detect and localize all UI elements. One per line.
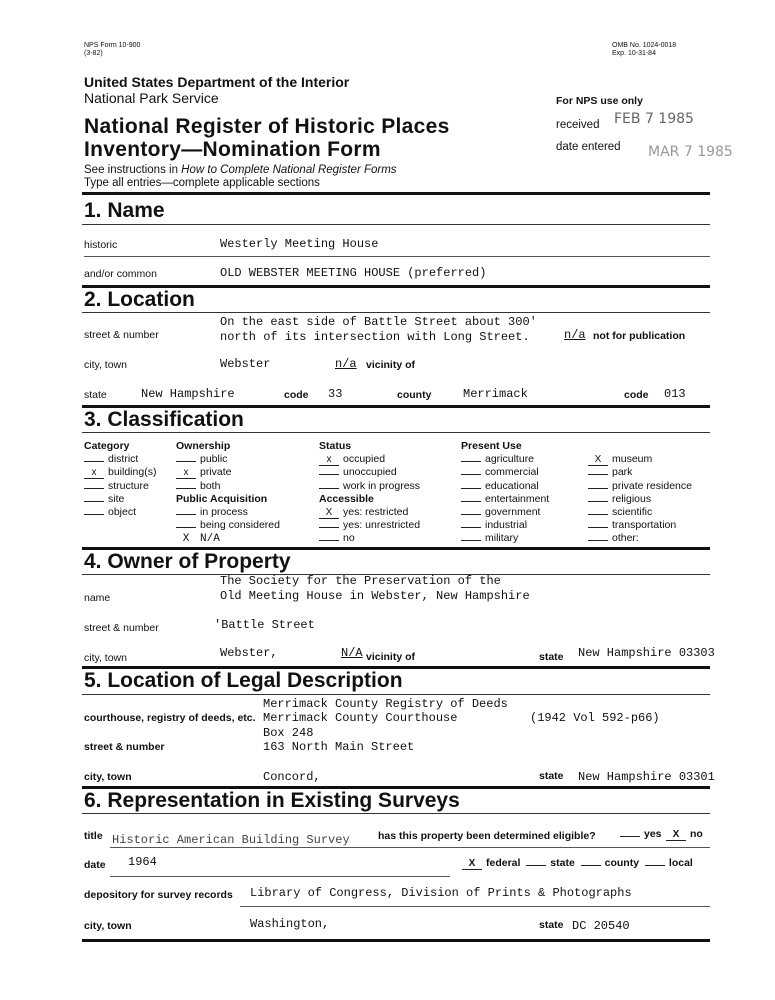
yes-checkbox[interactable]	[620, 836, 640, 837]
owner-name-line1: The Society for the Preservation of the	[220, 574, 501, 588]
survey-title-label: title	[84, 830, 103, 842]
classification-option[interactable]	[588, 467, 632, 478]
classification-option[interactable]	[319, 467, 397, 478]
checkbox-mark[interactable]	[176, 461, 196, 462]
deed-reference: (1942 Vol 592-p66)	[530, 711, 660, 725]
state-level-label: state	[550, 857, 575, 869]
street-line2: north of its intersection with Long Street.	[220, 330, 530, 344]
depository-label: depository for survey records	[84, 889, 233, 901]
option-label: unoccupied	[343, 466, 397, 479]
instructions-title: How to Complete National Register Forms	[181, 164, 397, 176]
divider	[82, 694, 710, 695]
checkbox-mark[interactable]: X	[588, 455, 608, 466]
classification-option[interactable]	[176, 520, 280, 531]
section-4-heading: 4. Owner of Property	[84, 550, 291, 573]
classification-option[interactable]	[84, 467, 156, 479]
option-label: commercial	[485, 466, 539, 479]
no-checkbox[interactable]: X	[666, 830, 686, 841]
checkbox-mark[interactable]	[461, 501, 481, 502]
legal-state-value: New Hampshire 03301	[578, 770, 715, 784]
not-for-publication-value: n/a	[564, 328, 586, 342]
common-value: OLD WEBSTER MEETING HOUSE (preferred)	[220, 266, 487, 280]
checkbox-mark[interactable]	[461, 461, 481, 462]
section-2-heading: 2. Location	[84, 288, 195, 311]
classification-option[interactable]	[176, 533, 220, 545]
divider	[82, 939, 710, 942]
classification-option[interactable]	[461, 520, 527, 531]
checkbox-mark[interactable]: x	[84, 468, 104, 479]
checkbox-mark[interactable]	[176, 488, 196, 489]
checkbox-mark[interactable]	[319, 488, 339, 489]
survey-state-label: state	[539, 919, 564, 931]
street-label: street & number	[84, 329, 159, 341]
agency: National Park Service	[84, 90, 219, 106]
legal-street-label: street & number	[84, 741, 165, 753]
federal-label: federal	[486, 857, 521, 869]
county-label: county	[397, 389, 432, 401]
owner-vicinity-value: N/A	[341, 646, 363, 660]
divider	[82, 224, 710, 225]
checkbox-mark[interactable]	[588, 474, 608, 475]
classification-option[interactable]	[588, 533, 639, 544]
omb-number: OMB No. 1024-0018	[612, 42, 677, 49]
checkbox-mark[interactable]	[461, 474, 481, 475]
county-level-label: county	[604, 857, 640, 869]
option-label: industrial	[485, 519, 528, 532]
classification-option[interactable]	[84, 454, 138, 465]
classification-option[interactable]	[461, 481, 539, 492]
checkbox-mark[interactable]	[588, 501, 608, 502]
date-entered-label: date entered	[556, 141, 621, 153]
vicinity-label: vicinity of	[366, 359, 416, 371]
classification-option[interactable]	[84, 481, 149, 492]
section-3-heading: 3. Classification	[84, 408, 244, 431]
checkbox-mark[interactable]	[588, 488, 608, 489]
county-code-label: code	[624, 389, 649, 401]
form-title-line1: National Register of Historic Places	[84, 115, 450, 138]
checkbox-mark[interactable]	[319, 540, 339, 541]
checkbox-mark[interactable]	[461, 540, 481, 541]
option-label: park	[612, 466, 633, 479]
survey-date-value: 1964	[128, 855, 157, 869]
classification-option[interactable]	[176, 507, 248, 518]
checkbox-mark[interactable]	[461, 527, 481, 528]
eligible-question: has this property been determined eligible?	[378, 830, 596, 842]
classification-option[interactable]	[461, 507, 540, 518]
state-label: state	[84, 389, 107, 401]
option-label: both	[200, 479, 221, 492]
owner-state-value: New Hampshire 03303	[578, 646, 715, 660]
option-label: educational	[485, 479, 539, 492]
courthouse-line2: Merrimack County Courthouse	[263, 711, 458, 725]
owner-street-label: street & number	[84, 622, 159, 634]
classification-heading: Status	[319, 440, 352, 452]
checkbox-mark[interactable]	[84, 514, 104, 515]
classification-option[interactable]	[319, 481, 420, 492]
nps-use-label: For NPS use only	[556, 95, 643, 107]
checkbox-mark[interactable]	[461, 488, 481, 489]
state-checkbox[interactable]	[526, 865, 546, 866]
option-label: no	[343, 532, 355, 545]
divider	[82, 432, 710, 433]
option-label: public	[200, 453, 228, 466]
option-label: private	[200, 466, 232, 479]
form-title-line2: Inventory—Nomination Form	[84, 138, 381, 161]
owner-vicinity-label: vicinity of	[366, 651, 416, 663]
survey-date-label: date	[84, 859, 106, 871]
option-label: other:	[612, 532, 639, 545]
classification-heading: Accessible	[319, 492, 374, 505]
local-checkbox[interactable]	[645, 865, 665, 866]
option-label: yes: restricted	[343, 506, 409, 518]
divider	[82, 312, 710, 313]
historic-label: historic	[84, 239, 118, 251]
courthouse-label: courthouse, registry of deeds, etc.	[84, 712, 256, 724]
checkbox-mark[interactable]	[319, 527, 339, 528]
legal-city-value: Concord,	[263, 770, 321, 784]
classification-option[interactable]	[319, 520, 420, 531]
legal-street-line2: 163 North Main Street	[263, 740, 415, 754]
field-line	[110, 847, 710, 848]
local-level-label: local	[668, 857, 693, 869]
checkbox-mark[interactable]	[588, 540, 608, 541]
section-5-heading: 5. Location of Legal Description	[84, 669, 403, 692]
option-label: structure	[108, 479, 149, 492]
option-label: museum	[612, 453, 653, 466]
received-stamp: FEB 7 1985	[614, 111, 694, 127]
checkbox-mark[interactable]	[461, 514, 481, 515]
classification-option[interactable]	[176, 467, 232, 479]
classification-option[interactable]	[588, 494, 651, 505]
option-label: private residence	[612, 479, 692, 492]
field-line	[110, 876, 450, 877]
section-1-heading: 1. Name	[84, 199, 165, 222]
option-label: being considered	[200, 519, 280, 532]
classification-option[interactable]	[319, 507, 408, 519]
form-number: NPS Form 10-900	[84, 42, 141, 49]
checkbox-mark[interactable]	[84, 461, 104, 462]
survey-city-value: Washington,	[250, 917, 330, 931]
classification-heading: Present Use	[461, 440, 522, 452]
classification-heading: Category	[84, 440, 130, 452]
option-label: government	[485, 506, 541, 518]
divider	[82, 192, 710, 195]
vicinity-value: n/a	[335, 357, 357, 371]
checkbox-mark[interactable]: x	[176, 468, 196, 479]
instructions-prefix: See instructions in	[84, 164, 182, 176]
option-label: N/A	[200, 533, 220, 546]
option-label: entertainment	[485, 492, 550, 505]
classification-option[interactable]	[588, 454, 652, 466]
county-checkbox[interactable]	[581, 865, 601, 866]
legal-city-label: city, town	[84, 771, 132, 783]
survey-title-value: Historic American Building Survey	[112, 833, 350, 847]
historic-value: Westerly Meeting House	[220, 237, 379, 251]
common-label: and/or common	[84, 268, 157, 280]
yes-label: yes	[644, 828, 662, 840]
checkbox-mark[interactable]: X	[182, 533, 190, 546]
option-label: in process	[200, 506, 248, 518]
owner-name-label: name	[84, 592, 111, 604]
classification-option[interactable]	[461, 467, 539, 478]
owner-street-value: 'Battle Street	[214, 618, 315, 632]
divider	[82, 813, 710, 814]
option-label: work in progress	[343, 479, 421, 492]
option-label: object	[108, 506, 137, 518]
depository-value: Library of Congress, Division of Prints & Photographs	[250, 886, 632, 900]
classification-option[interactable]	[176, 481, 220, 492]
city-label: city, town	[84, 359, 127, 371]
option-label: military	[485, 532, 519, 545]
checkbox-mark[interactable]	[319, 474, 339, 475]
legal-state-label: state	[539, 770, 564, 782]
classification-option[interactable]	[461, 494, 549, 505]
date-entered-stamp: MAR 7 1985	[648, 144, 733, 160]
state-value: New Hampshire	[141, 387, 235, 401]
classification-heading: Public Acquisition	[176, 492, 268, 505]
checkbox-mark[interactable]	[588, 527, 608, 528]
option-label: yes: unrestricted	[343, 519, 421, 532]
classification-option[interactable]	[176, 454, 227, 465]
survey-city-label: city, town	[84, 920, 132, 932]
instructions-line2: Type all entries—complete applicable sections	[84, 177, 320, 189]
option-label: building(s)	[108, 466, 157, 479]
legal-street-line1: Box 248	[263, 726, 314, 740]
checkbox-mark[interactable]	[588, 514, 608, 515]
owner-state-label: state	[539, 651, 564, 663]
option-label: scientific	[612, 506, 653, 518]
option-label: transportation	[612, 519, 677, 532]
classification-option[interactable]	[461, 454, 534, 465]
checkbox-mark[interactable]	[84, 488, 104, 489]
classification-option[interactable]	[588, 507, 652, 518]
county-code-value: 013	[664, 387, 686, 401]
classification-option[interactable]	[84, 494, 124, 505]
field-line	[240, 906, 710, 907]
federal-checkbox[interactable]: X	[462, 859, 482, 870]
received-label: received	[556, 119, 600, 131]
survey-state-value: DC 20540	[572, 919, 630, 933]
field-line	[84, 256, 710, 257]
classification-option[interactable]	[588, 481, 692, 492]
classification-option[interactable]	[319, 454, 385, 466]
street-line1: On the east side of Battle Street about 300'	[220, 315, 537, 329]
expiration: Exp. 10-31-84	[612, 50, 656, 57]
level-checkboxes	[462, 858, 693, 870]
eligible-yes[interactable]	[620, 829, 662, 840]
classification-option[interactable]	[84, 507, 136, 518]
department: United States Department of the Interior	[84, 74, 350, 90]
eligible-no[interactable]	[666, 829, 703, 841]
code-label: code	[284, 389, 309, 401]
owner-name-line2: Old Meeting House in Webster, New Hampshire	[220, 589, 530, 603]
owner-city-label: city, town	[84, 652, 127, 664]
checkbox-mark[interactable]: x	[319, 455, 339, 466]
classification-option[interactable]	[319, 533, 355, 544]
instructions	[84, 165, 397, 177]
checkbox-mark[interactable]	[176, 514, 196, 515]
checkbox-mark[interactable]	[176, 527, 196, 528]
option-label: district	[108, 453, 139, 466]
no-label: no	[690, 828, 703, 840]
option-label: agriculture	[485, 453, 535, 466]
checkbox-mark[interactable]: X	[319, 508, 339, 519]
classification-option[interactable]	[588, 520, 676, 531]
form-date: (3-82)	[84, 50, 103, 57]
courthouse-line1: Merrimack County Registry of Deeds	[263, 697, 508, 711]
not-for-publication-label: not for publication	[593, 330, 686, 342]
option-label: occupied	[343, 453, 386, 466]
option-label: religious	[612, 492, 652, 505]
classification-option[interactable]	[461, 533, 518, 544]
section-6-heading: 6. Representation in Existing Surveys	[84, 789, 460, 812]
code-value: 33	[328, 387, 343, 401]
city-value: Webster	[220, 357, 271, 371]
owner-city-value: Webster,	[220, 646, 278, 660]
classification-heading: Ownership	[176, 440, 231, 452]
option-label: site	[108, 492, 125, 505]
county-value: Merrimack	[463, 387, 528, 401]
checkbox-mark[interactable]	[84, 501, 104, 502]
